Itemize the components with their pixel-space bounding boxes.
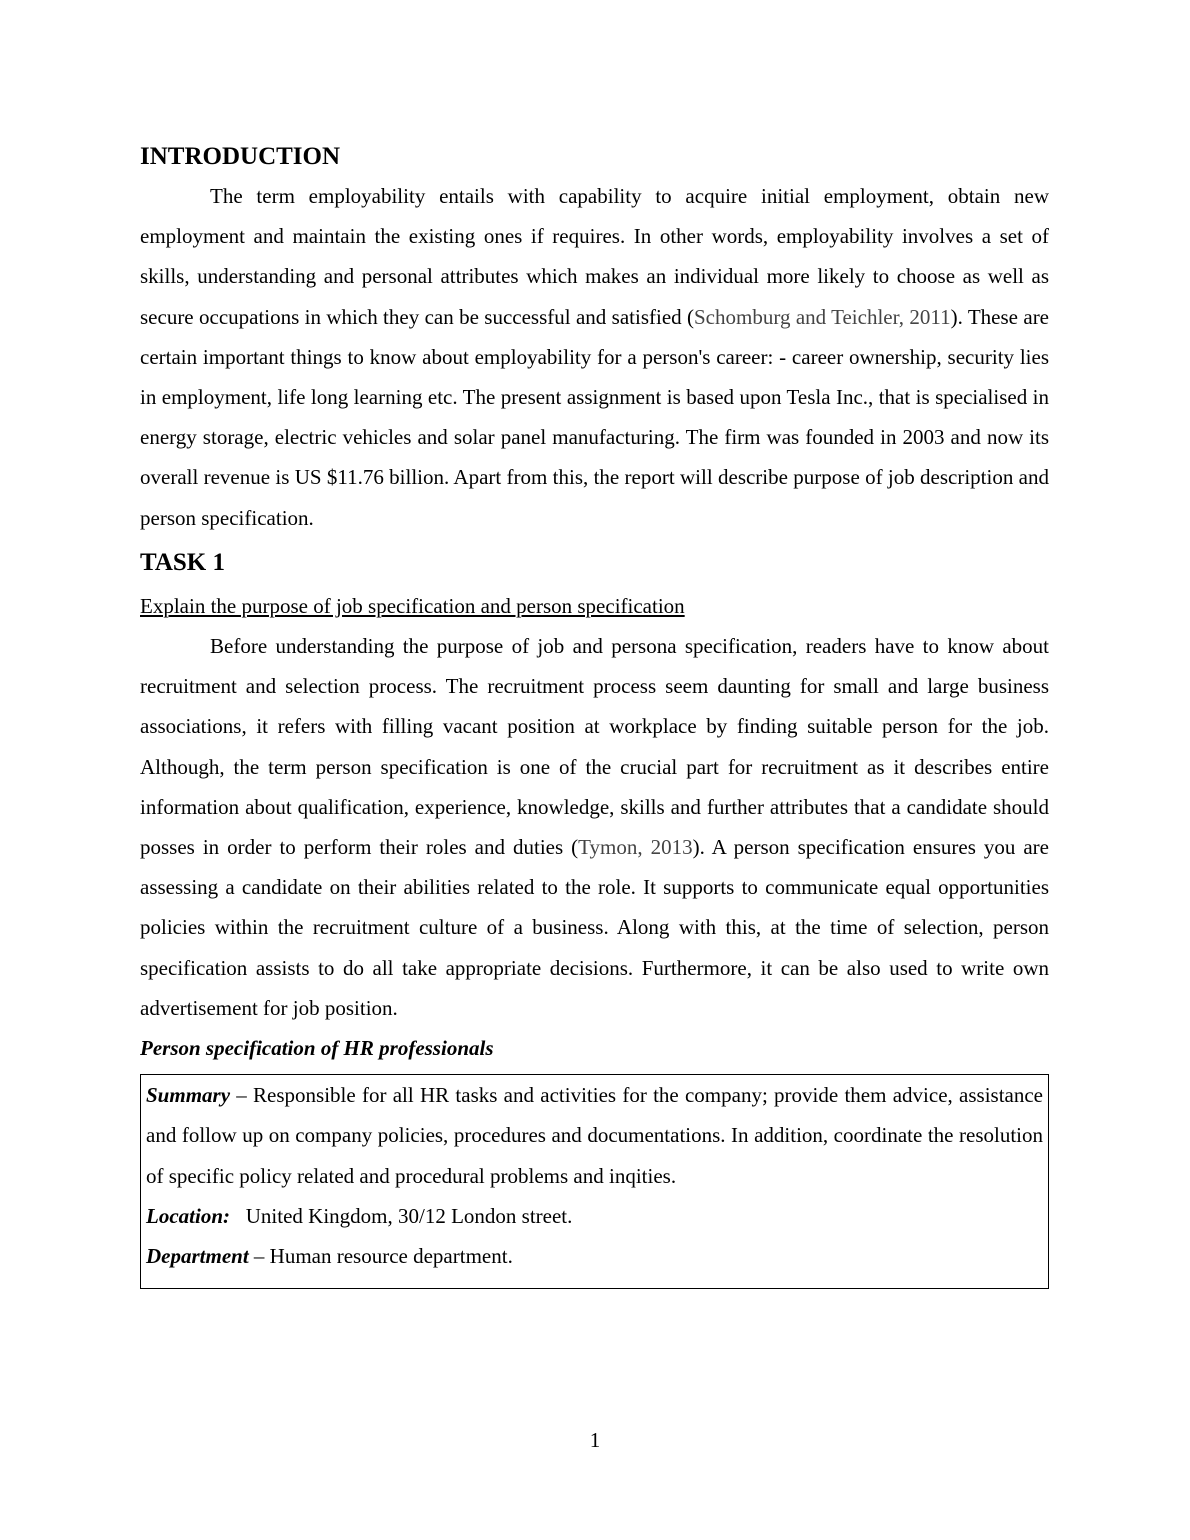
location-row xyxy=(146,1196,1043,1236)
task1-heading: TASK 1 xyxy=(140,548,225,576)
introduction-paragraph xyxy=(140,176,1049,538)
document-page xyxy=(140,138,1049,1289)
department-label: Department xyxy=(146,1244,249,1269)
task1-text-b: ). A person specification ensures you are assessing a candidate on their abilities related to the role. It supports to communicate equal opportunities policies within the recruitment culture of a business. Along with this, at the time of selection, person specification assists to do all take appropriate decisions. Furthermore, it can be also used to write own advertisement for job position. xyxy=(140,835,1049,1020)
summary-row xyxy=(146,1075,1043,1196)
summary-text: – Responsible for all HR tasks and activities for the company; provide them advice, assistance and follow up on company policies, procedures and documentations. In addition, coordinate the resolution of specific policy related and procedural problems and inqities. xyxy=(146,1083,1043,1188)
summary-label: Summary xyxy=(146,1083,231,1108)
person-spec-box xyxy=(140,1074,1049,1289)
location-text: United Kingdom, 30/12 London street. xyxy=(230,1203,573,1228)
citation-schomburg: Schomburg and Teichler, 2011 xyxy=(694,304,951,329)
department-text: – Human resource department. xyxy=(248,1244,513,1269)
location-label: Location: xyxy=(146,1203,230,1228)
task1-text-a: Before understanding the purpose of job and persona specification, readers have to know about recruitment and selection process. The recruitment process seem daunting for small and large business associations, it refers with filling vacant position at workplace by finding suitable person for the job. Although, the term person specification is one of the crucial part for recruitment as it describes entire information about qualification, experience, knowledge, skills and further attributes that a candidate should posses in order to perform their roles and duties ( xyxy=(140,634,1049,860)
introduction-text-b: ). These are certain important things to know about employability for a person's career: - career ownership, security lies in employment, life long learning etc. The present assignment is based upon Tesla Inc., that is specialised in energy storage, electric vehicles and solar panel manufacturing. The firm was founded in 2003 and now its overall revenue is US $11.76 billion. Apart from this, the report will describe purpose of job description and person specification. xyxy=(140,304,1050,530)
department-row xyxy=(146,1236,1043,1276)
citation-tymon: Tymon, 2013 xyxy=(578,835,693,860)
task1-subheading: Explain the purpose of job specification and person specification xyxy=(140,593,685,618)
introduction-heading: INTRODUCTION xyxy=(140,143,341,170)
introduction-text-a: The term employability entails with capability to acquire initial employment, obtain new employment and maintain the existing ones if requires. In other words, employability involves a set of skills, understanding and personal attributes which makes an individual more likely to choose as well as secure occupations in which they can be successful and satisfied ( xyxy=(140,184,1049,329)
person-spec-heading: Person specification of HR professionals xyxy=(140,1036,494,1061)
page-number: 1 xyxy=(589,1428,601,1452)
task1-paragraph xyxy=(140,626,1049,1028)
